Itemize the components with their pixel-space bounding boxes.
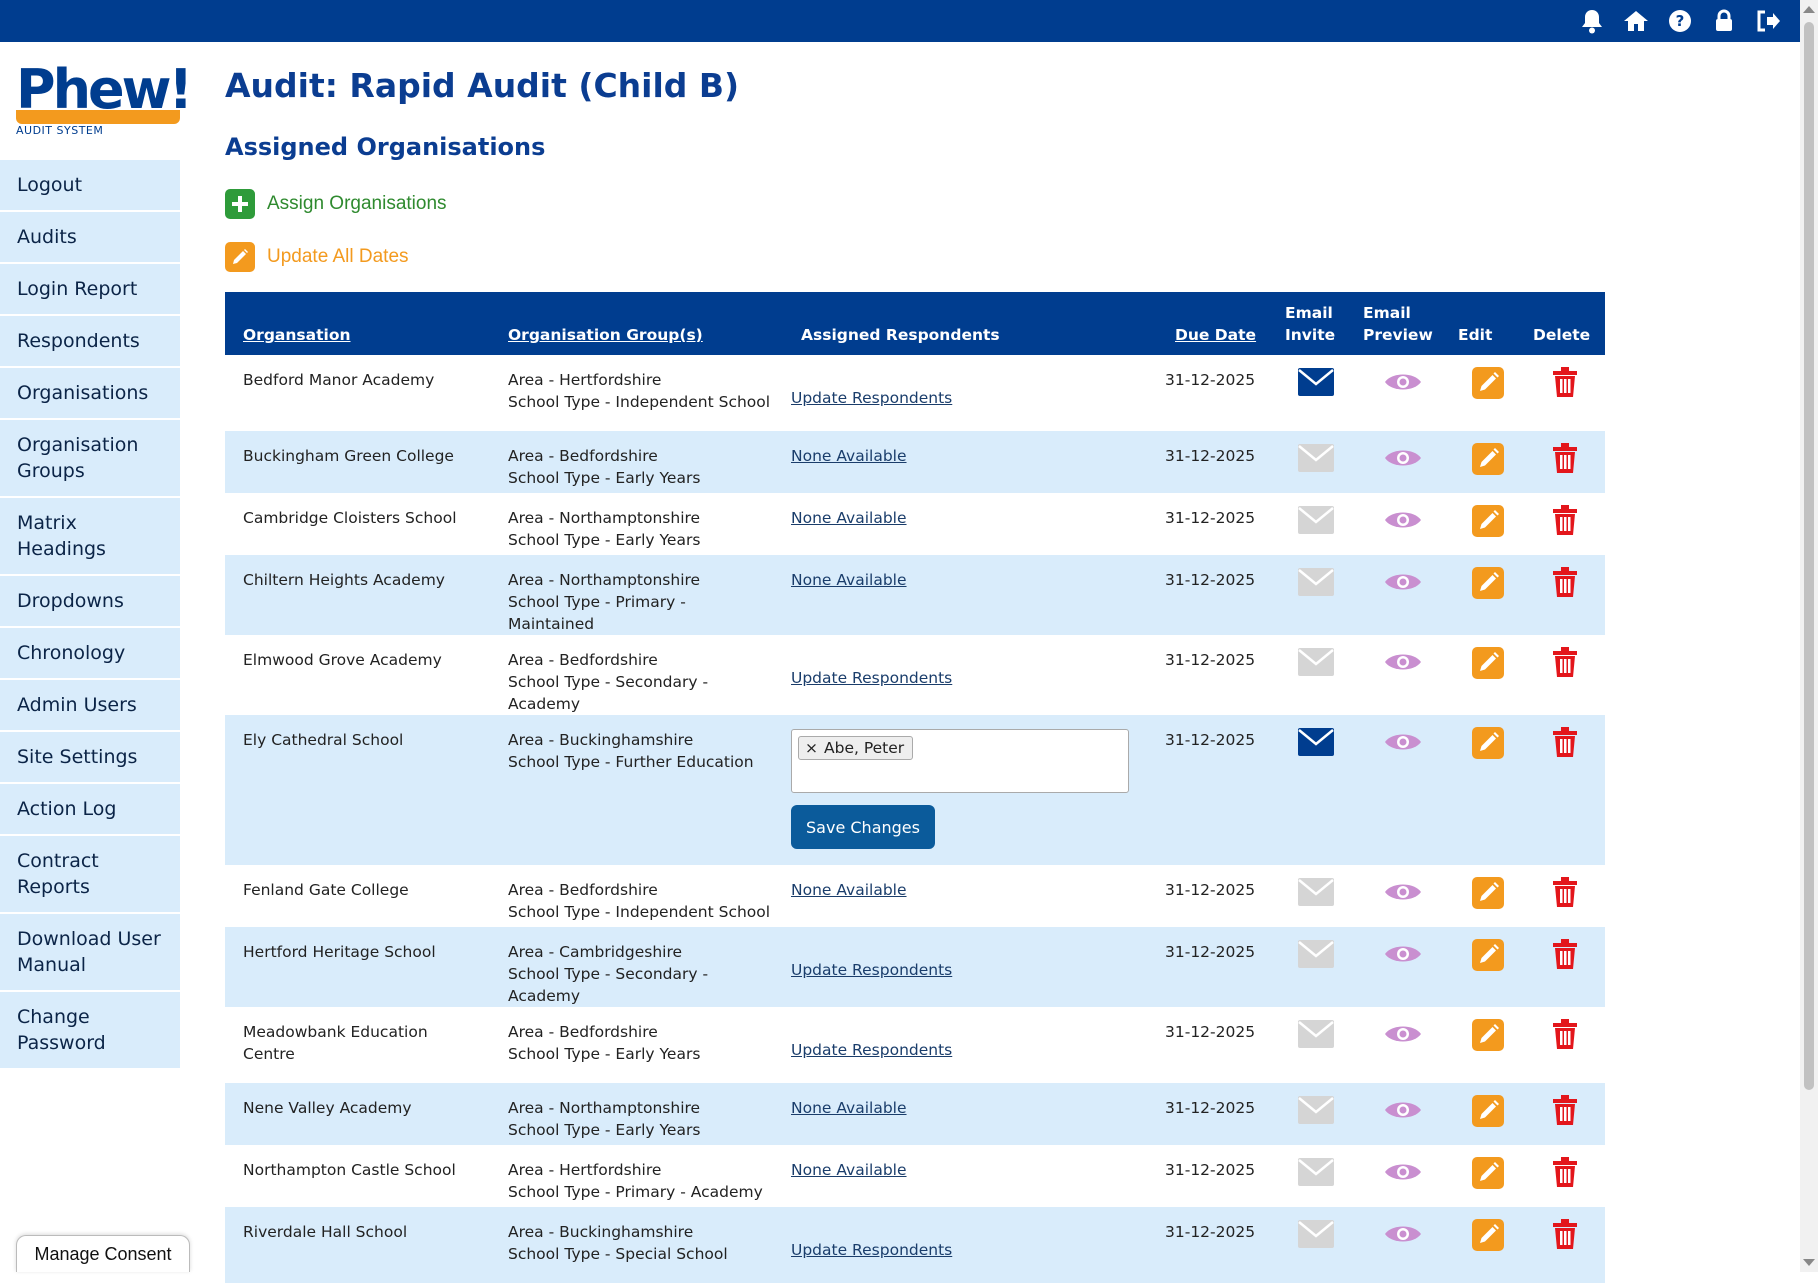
eye-icon[interactable] bbox=[1384, 445, 1422, 477]
organisations-table bbox=[225, 292, 1605, 1283]
eye-icon[interactable] bbox=[1384, 1159, 1422, 1191]
group-type: School Type - Independent School bbox=[508, 903, 771, 921]
cell-respondents bbox=[783, 1007, 1157, 1083]
group-area: Area - Bedfordshire bbox=[508, 651, 658, 669]
sidebar-item-logout[interactable]: Logout bbox=[0, 160, 180, 212]
envelope-icon[interactable] bbox=[1297, 939, 1335, 975]
group-type: School Type - Early Years bbox=[508, 1121, 701, 1139]
svg-text:?: ? bbox=[1675, 12, 1685, 30]
table-row bbox=[225, 1145, 1605, 1207]
envelope-icon[interactable] bbox=[1297, 877, 1335, 913]
cell-edit bbox=[1450, 355, 1525, 431]
page-scrollbar[interactable] bbox=[1800, 0, 1818, 1272]
trash-icon[interactable] bbox=[1552, 1157, 1578, 1193]
cell-respondents bbox=[783, 715, 1157, 865]
cell-groups bbox=[490, 1145, 783, 1207]
cell-organisation: Hertford Heritage School bbox=[225, 927, 490, 1007]
cell-due-date: 31-12-2025 bbox=[1157, 635, 1277, 715]
cell-organisation: Riverdale Hall School bbox=[225, 1207, 490, 1283]
group-type: School Type - Secondary - Academy bbox=[508, 673, 709, 713]
eye-icon[interactable] bbox=[1384, 1021, 1422, 1053]
home-icon[interactable] bbox=[1622, 8, 1650, 34]
cell-email-invite bbox=[1277, 493, 1355, 555]
logo[interactable] bbox=[16, 58, 191, 138]
respondents-link[interactable]: None Available bbox=[791, 881, 907, 899]
update-all-dates-button[interactable] bbox=[225, 242, 409, 272]
cell-due-date: 31-12-2025 bbox=[1157, 493, 1277, 555]
cell-due-date: 31-12-2025 bbox=[1157, 1145, 1277, 1207]
cell-email-preview bbox=[1355, 431, 1450, 493]
update-all-dates-label: Update All Dates bbox=[267, 246, 409, 267]
cell-respondents bbox=[783, 431, 1157, 493]
respondents-select[interactable] bbox=[791, 729, 1129, 793]
logout-icon[interactable] bbox=[1754, 8, 1782, 34]
header-due-date[interactable]: Due Date bbox=[1157, 292, 1277, 355]
cell-groups bbox=[490, 715, 783, 865]
respondent-tag-label: Abe, Peter bbox=[824, 739, 905, 757]
top-bar bbox=[0, 0, 1800, 42]
cell-delete bbox=[1525, 555, 1605, 635]
group-area: Area - Buckinghamshire bbox=[508, 731, 694, 749]
cell-organisation: Chiltern Heights Academy bbox=[225, 555, 490, 635]
table-row bbox=[225, 1007, 1605, 1083]
group-type: School Type - Independent School bbox=[508, 393, 771, 411]
lock-icon[interactable] bbox=[1710, 8, 1738, 34]
sidebar-item-matrix-headings[interactable]: Matrix Headings bbox=[0, 498, 180, 576]
sidebar-item-download-user-manual[interactable]: Download User Manual bbox=[0, 914, 180, 992]
sidebar-item-action-log[interactable]: Action Log bbox=[0, 784, 180, 836]
cell-delete bbox=[1525, 1007, 1605, 1083]
cell-respondents bbox=[783, 555, 1157, 635]
eye-icon[interactable] bbox=[1384, 369, 1422, 401]
cell-delete bbox=[1525, 493, 1605, 555]
cell-due-date: 31-12-2025 bbox=[1157, 555, 1277, 635]
scroll-thumb[interactable] bbox=[1804, 22, 1814, 1090]
cell-groups bbox=[490, 1083, 783, 1145]
cell-respondents bbox=[783, 1083, 1157, 1145]
table-row bbox=[225, 715, 1605, 865]
cell-email-preview bbox=[1355, 493, 1450, 555]
assign-organisations-label: Assign Organisations bbox=[267, 193, 447, 214]
edit-pencil-icon[interactable] bbox=[1472, 443, 1504, 481]
sidebar-item-organisation-groups[interactable]: Organisation Groups bbox=[0, 420, 180, 498]
cell-groups bbox=[490, 355, 783, 431]
cell-respondents bbox=[783, 493, 1157, 555]
sidebar-item-admin-users[interactable]: Admin Users bbox=[0, 680, 180, 732]
cell-delete bbox=[1525, 355, 1605, 431]
cell-delete bbox=[1525, 927, 1605, 1007]
scroll-down-arrow[interactable] bbox=[1803, 1259, 1815, 1266]
edit-pencil-icon[interactable] bbox=[1472, 567, 1504, 605]
cell-organisation: Northampton Castle School bbox=[225, 1145, 490, 1207]
envelope-icon[interactable] bbox=[1297, 1095, 1335, 1131]
top-bar-icons bbox=[1578, 8, 1782, 34]
table-row bbox=[225, 1083, 1605, 1145]
envelope-icon[interactable] bbox=[1297, 647, 1335, 683]
sidebar-item-login-report[interactable]: Login Report bbox=[0, 264, 180, 316]
edit-pencil-icon[interactable] bbox=[1472, 647, 1504, 685]
sidebar-item-organisations[interactable]: Organisations bbox=[0, 368, 180, 420]
trash-icon[interactable] bbox=[1552, 367, 1578, 403]
cell-respondents bbox=[783, 865, 1157, 927]
cell-email-preview bbox=[1355, 555, 1450, 635]
table-row bbox=[225, 635, 1605, 715]
cell-edit bbox=[1450, 493, 1525, 555]
cell-delete bbox=[1525, 1083, 1605, 1145]
cell-organisation: Fenland Gate College bbox=[225, 865, 490, 927]
cell-delete bbox=[1525, 431, 1605, 493]
cell-email-preview bbox=[1355, 1083, 1450, 1145]
group-area: Area - Cambridgeshire bbox=[508, 943, 683, 961]
trash-icon[interactable] bbox=[1552, 1019, 1578, 1055]
header-email-invite: Email Invite bbox=[1277, 292, 1355, 355]
cell-email-invite bbox=[1277, 431, 1355, 493]
eye-icon[interactable] bbox=[1384, 1221, 1422, 1253]
cell-email-preview bbox=[1355, 715, 1450, 865]
sidebar-nav bbox=[0, 160, 180, 1070]
cell-due-date: 31-12-2025 bbox=[1157, 715, 1277, 865]
table-row bbox=[225, 865, 1605, 927]
cell-organisation: Cambridge Cloisters School bbox=[225, 493, 490, 555]
cell-email-invite bbox=[1277, 1083, 1355, 1145]
group-area: Area - Northamptonshire bbox=[508, 571, 701, 589]
group-area: Area - Northamptonshire bbox=[508, 1099, 701, 1117]
sidebar-item-site-settings[interactable]: Site Settings bbox=[0, 732, 180, 784]
cell-email-preview bbox=[1355, 865, 1450, 927]
group-area: Area - Buckinghamshire bbox=[508, 1223, 694, 1241]
respondents-link[interactable]: Update Respondents bbox=[791, 389, 953, 407]
header-delete: Delete bbox=[1525, 292, 1605, 355]
cell-delete bbox=[1525, 1145, 1605, 1207]
cell-email-invite bbox=[1277, 865, 1355, 927]
edit-pencil-icon[interactable] bbox=[1472, 1157, 1504, 1195]
sidebar-item-contract-reports[interactable]: Contract Reports bbox=[0, 836, 180, 914]
eye-icon[interactable] bbox=[1384, 569, 1422, 601]
envelope-icon[interactable] bbox=[1297, 1019, 1335, 1055]
envelope-icon[interactable] bbox=[1297, 443, 1335, 479]
cell-edit bbox=[1450, 1145, 1525, 1207]
header-organisation[interactable]: Organsation bbox=[225, 292, 490, 355]
cell-groups bbox=[490, 493, 783, 555]
edit-pencil-icon[interactable] bbox=[1472, 1019, 1504, 1057]
respondents-link[interactable]: None Available bbox=[791, 1099, 907, 1117]
respondents-link[interactable]: Update Respondents bbox=[791, 1041, 953, 1059]
cell-groups bbox=[490, 1007, 783, 1083]
cell-respondents bbox=[783, 635, 1157, 715]
edit-pencil-icon[interactable] bbox=[1472, 367, 1504, 405]
group-type: School Type - Primary - Maintained bbox=[508, 593, 686, 633]
group-area: Area - Hertfordshire bbox=[508, 1161, 662, 1179]
cell-organisation: Meadowbank Education Centre bbox=[225, 1007, 490, 1083]
envelope-icon[interactable] bbox=[1297, 1219, 1335, 1255]
edit-pencil-icon[interactable] bbox=[1472, 727, 1504, 765]
table-row bbox=[225, 927, 1605, 1007]
table-row bbox=[225, 555, 1605, 635]
trash-icon[interactable] bbox=[1552, 567, 1578, 603]
help-icon[interactable] bbox=[1666, 8, 1694, 34]
save-changes-button[interactable]: Save Changes bbox=[791, 805, 935, 849]
trash-icon[interactable] bbox=[1552, 505, 1578, 541]
sidebar-item-change-password[interactable]: Change Password bbox=[0, 992, 180, 1070]
eye-icon[interactable] bbox=[1384, 649, 1422, 681]
cell-email-preview bbox=[1355, 1007, 1450, 1083]
group-area: Area - Bedfordshire bbox=[508, 1023, 658, 1041]
bell-icon[interactable] bbox=[1578, 8, 1606, 34]
respondent-tag bbox=[798, 736, 913, 760]
header-organisation-groups[interactable]: Organisation Group(s) bbox=[490, 292, 783, 355]
scroll-up-arrow[interactable] bbox=[1803, 6, 1815, 13]
respondents-link[interactable]: None Available bbox=[791, 447, 907, 465]
page-title: Audit: Rapid Audit (Child B) bbox=[225, 66, 740, 105]
plus-icon bbox=[225, 189, 255, 219]
cell-edit bbox=[1450, 1083, 1525, 1145]
trash-icon[interactable] bbox=[1552, 1095, 1578, 1131]
cell-groups bbox=[490, 927, 783, 1007]
cell-email-preview bbox=[1355, 355, 1450, 431]
envelope-icon[interactable] bbox=[1297, 1157, 1335, 1193]
respondents-link[interactable]: Update Respondents bbox=[791, 1241, 953, 1259]
cell-email-invite bbox=[1277, 635, 1355, 715]
cell-email-invite bbox=[1277, 1007, 1355, 1083]
edit-pencil-icon[interactable] bbox=[1472, 505, 1504, 543]
cell-email-invite bbox=[1277, 1145, 1355, 1207]
cell-email-preview bbox=[1355, 635, 1450, 715]
group-type: School Type - Early Years bbox=[508, 469, 701, 487]
group-area: Area - Bedfordshire bbox=[508, 881, 658, 899]
respondents-link[interactable]: Update Respondents bbox=[791, 961, 953, 979]
logo-subtitle: AUDIT SYSTEM bbox=[16, 124, 104, 137]
respondents-link[interactable]: None Available bbox=[791, 509, 907, 527]
group-type: School Type - Early Years bbox=[508, 531, 701, 549]
remove-tag-icon[interactable]: × bbox=[805, 739, 818, 757]
group-type: School Type - Further Education bbox=[508, 753, 754, 771]
cell-edit bbox=[1450, 715, 1525, 865]
header-email-preview: Email Preview bbox=[1355, 292, 1450, 355]
eye-icon[interactable] bbox=[1384, 507, 1422, 539]
cell-edit bbox=[1450, 635, 1525, 715]
group-type: School Type - Primary - Academy bbox=[508, 1183, 763, 1201]
envelope-icon[interactable] bbox=[1297, 505, 1335, 541]
table-row bbox=[225, 355, 1605, 431]
group-area: Area - Northamptonshire bbox=[508, 509, 701, 527]
cell-email-invite bbox=[1277, 555, 1355, 635]
sidebar-item-audits[interactable]: Audits bbox=[0, 212, 180, 264]
trash-icon[interactable] bbox=[1552, 939, 1578, 975]
cell-email-invite bbox=[1277, 355, 1355, 431]
pencil-icon bbox=[225, 242, 255, 272]
cell-organisation: Elmwood Grove Academy bbox=[225, 635, 490, 715]
section-title: Assigned Organisations bbox=[225, 133, 546, 161]
trash-icon[interactable] bbox=[1552, 727, 1578, 763]
table-header-row bbox=[225, 292, 1605, 355]
cell-due-date: 31-12-2025 bbox=[1157, 355, 1277, 431]
table-row bbox=[225, 431, 1605, 493]
group-type: School Type - Special School bbox=[508, 1245, 728, 1263]
trash-icon[interactable] bbox=[1552, 443, 1578, 479]
cell-edit bbox=[1450, 1007, 1525, 1083]
cell-due-date: 31-12-2025 bbox=[1157, 431, 1277, 493]
cell-groups bbox=[490, 865, 783, 927]
respondents-link[interactable]: None Available bbox=[791, 571, 907, 589]
envelope-icon[interactable] bbox=[1297, 567, 1335, 603]
assign-organisations-button[interactable] bbox=[225, 189, 447, 219]
edit-pencil-icon[interactable] bbox=[1472, 939, 1504, 977]
group-area: Area - Bedfordshire bbox=[508, 447, 658, 465]
eye-icon[interactable] bbox=[1384, 729, 1422, 761]
header-edit: Edit bbox=[1450, 292, 1525, 355]
sidebar-item-chronology[interactable]: Chronology bbox=[0, 628, 180, 680]
eye-icon[interactable] bbox=[1384, 1097, 1422, 1129]
group-type: School Type - Early Years bbox=[508, 1045, 701, 1063]
cell-email-invite bbox=[1277, 927, 1355, 1007]
cell-delete bbox=[1525, 865, 1605, 927]
envelope-icon[interactable] bbox=[1297, 727, 1335, 763]
cell-email-preview bbox=[1355, 1145, 1450, 1207]
group-area: Area - Hertfordshire bbox=[508, 371, 662, 389]
cell-edit bbox=[1450, 927, 1525, 1007]
cell-edit bbox=[1450, 865, 1525, 927]
respondents-link[interactable]: None Available bbox=[791, 1161, 907, 1179]
cell-delete bbox=[1525, 635, 1605, 715]
envelope-icon[interactable] bbox=[1297, 367, 1335, 403]
cell-respondents bbox=[783, 1145, 1157, 1207]
sidebar-item-respondents[interactable]: Respondents bbox=[0, 316, 180, 368]
trash-icon[interactable] bbox=[1552, 1219, 1578, 1255]
cell-delete bbox=[1525, 715, 1605, 865]
cell-respondents bbox=[783, 927, 1157, 1007]
cell-due-date: 31-12-2025 bbox=[1157, 865, 1277, 927]
group-type: School Type - Secondary - Academy bbox=[508, 965, 709, 1005]
cell-edit bbox=[1450, 555, 1525, 635]
cell-respondents bbox=[783, 355, 1157, 431]
cell-email-preview bbox=[1355, 927, 1450, 1007]
cell-email-invite bbox=[1277, 715, 1355, 865]
cell-due-date: 31-12-2025 bbox=[1157, 1007, 1277, 1083]
manage-consent-button[interactable]: Manage Consent bbox=[16, 1235, 190, 1272]
eye-icon[interactable] bbox=[1384, 879, 1422, 911]
cell-organisation: Buckingham Green College bbox=[225, 431, 490, 493]
sidebar-item-dropdowns[interactable]: Dropdowns bbox=[0, 576, 180, 628]
cell-organisation: Nene Valley Academy bbox=[225, 1083, 490, 1145]
edit-pencil-icon[interactable] bbox=[1472, 1219, 1504, 1257]
header-assigned-respondents: Assigned Respondents bbox=[783, 292, 1157, 355]
cell-due-date: 31-12-2025 bbox=[1157, 1207, 1277, 1283]
edit-pencil-icon[interactable] bbox=[1472, 1095, 1504, 1133]
table-row bbox=[225, 493, 1605, 555]
cell-organisation: Ely Cathedral School bbox=[225, 715, 490, 865]
table-body bbox=[225, 355, 1605, 1283]
cell-groups bbox=[490, 635, 783, 715]
cell-due-date: 31-12-2025 bbox=[1157, 1083, 1277, 1145]
logo-word: Phew! bbox=[16, 58, 191, 121]
cell-edit bbox=[1450, 431, 1525, 493]
cell-organisation: Bedford Manor Academy bbox=[225, 355, 490, 431]
eye-icon[interactable] bbox=[1384, 941, 1422, 973]
trash-icon[interactable] bbox=[1552, 647, 1578, 683]
cell-groups bbox=[490, 431, 783, 493]
cell-due-date: 31-12-2025 bbox=[1157, 927, 1277, 1007]
respondents-link[interactable]: Update Respondents bbox=[791, 669, 953, 687]
edit-pencil-icon[interactable] bbox=[1472, 877, 1504, 915]
cell-groups bbox=[490, 555, 783, 635]
trash-icon[interactable] bbox=[1552, 877, 1578, 913]
